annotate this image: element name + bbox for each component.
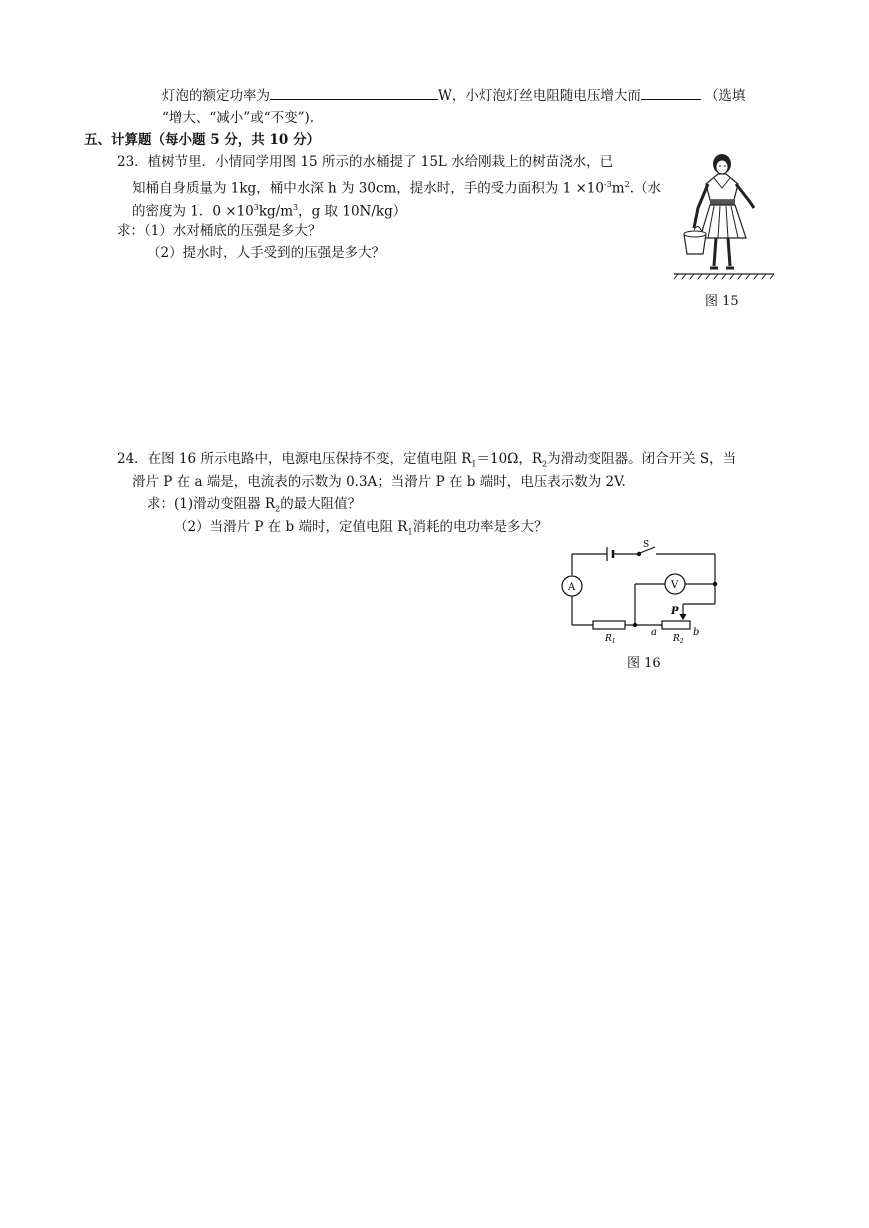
r2-label <box>672 634 684 645</box>
r2-label-main: R <box>673 634 680 644</box>
q24-ask2-b: 消耗的电功率是多大？ <box>412 519 548 535</box>
q24-line1-sub1: 1 <box>471 459 477 469</box>
q23-ask2: （2）提水时，人手受到的压强是多大？ <box>147 245 386 261</box>
q23-line3-exp1: 3 <box>253 203 259 212</box>
q24-line1-a: 24．在图 16 所示电路中，电源电压保持不变，定值电阻 R <box>117 451 472 467</box>
figure-16-circuit <box>555 538 730 650</box>
rheostat-r2 <box>662 621 690 629</box>
switch-label: S <box>643 540 650 550</box>
r1-label-sub: 1 <box>611 638 616 645</box>
q23-line3 <box>132 198 406 222</box>
q24-ask2-sub: 1 <box>407 527 413 537</box>
ammeter-label: A <box>568 582 576 593</box>
q24-line1-c: 为滑动变阻器。闭合开关 S，当 <box>547 451 737 467</box>
q23-line2-b: m <box>611 180 625 197</box>
q24-line1 <box>117 449 736 475</box>
q23-line2-a: 知桶自身质量为 1kg，桶中水深 h 为 30cm，提水时，手的受力面积为 1 ×10 <box>132 180 604 197</box>
q22-text-3: （选填 <box>704 88 746 104</box>
q24-ask1 <box>147 494 361 520</box>
q24-ask1-b: 的最大阻值？ <box>280 496 362 512</box>
end-b-label: b <box>693 627 700 638</box>
q24-ask2-a: （2）当滑片 P 在 b 端时，定值电阻 R <box>174 519 408 535</box>
section5-title: 五、计算题（每小题 5 分，共 10 分） <box>84 132 320 148</box>
voltmeter-label: V <box>671 580 679 591</box>
r1-label <box>604 634 616 645</box>
q22-tail-line1 <box>162 85 745 106</box>
figure-15-caption: 图 15 <box>705 294 739 309</box>
q24-line1-sub2: 2 <box>542 459 548 469</box>
resistor-r1 <box>593 621 625 629</box>
q22-text-2: W，小灯泡灯丝电阻随电压增大而 <box>438 88 641 104</box>
q24-ask1-sub: 2 <box>275 504 281 514</box>
r1-label-main: R <box>605 634 612 644</box>
q23-line3-a: 的密度为 1．0 ×10 <box>132 203 254 220</box>
q23-line1: 23．植树节里．小情同学用图 15 所示的水桶提了 15L 水给刚栽上的树苗浇水，已 <box>117 154 614 170</box>
q23-line2 <box>132 175 661 199</box>
slider-label: P <box>671 606 679 617</box>
q22-text-1: 灯泡的额定功率为 <box>162 88 270 104</box>
r2-label-sub: 2 <box>679 638 684 645</box>
q23-line2-c: .（水 <box>629 180 661 197</box>
q24-line1-b: ＝10Ω，R <box>476 451 543 467</box>
q23-line3-c: ，g 取 10N/kg） <box>298 203 407 220</box>
figure-15-girl-with-bucket <box>670 150 780 290</box>
answer-blank-resistance-trend[interactable] <box>641 85 701 100</box>
end-a-label: a <box>651 627 657 638</box>
q23-ask1: 求：（1）水对桶底的压强是多大？ <box>117 223 322 239</box>
q22-tail-line2: “增大、“减小”或“不变”). <box>162 110 315 126</box>
q23-line2-exp2: 2 <box>624 180 630 189</box>
answer-blank-rated-power[interactable] <box>270 85 438 100</box>
q23-line2-exp1: -3 <box>603 180 612 189</box>
q23-line3-b: kg/m <box>258 203 294 220</box>
q23-line3-exp2: 3 <box>293 203 299 212</box>
q24-ask2 <box>174 517 548 543</box>
figure-16-caption: 图 16 <box>627 656 661 671</box>
q24-line2: 滑片 P 在 a 端是，电流表的示数为 0.3A；当滑片 P 在 b 端时，电压表示数为 2V. <box>132 474 626 490</box>
q24-ask1-a: 求：(1)滑动变阻器 R <box>147 496 276 512</box>
